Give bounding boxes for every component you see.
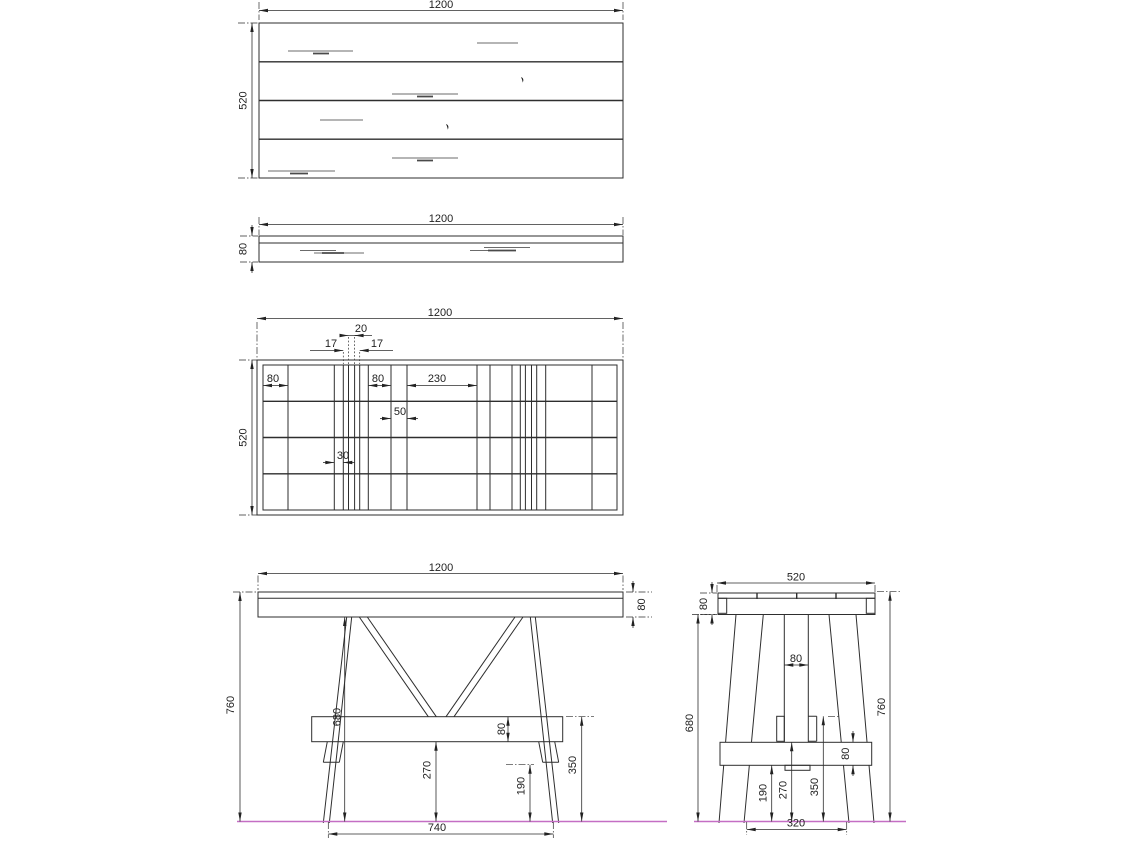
dim-spacer: 50 [393,406,407,418]
dim-underside-depth: 520 [237,428,250,447]
brace-end [808,716,816,741]
long-rail-end [777,716,785,741]
dim-side-underside-height: 680 [684,713,696,733]
dim-underside-width: 1200 [427,307,453,319]
dim-front-side-rail-bottom: 190 [515,776,528,796]
dim-edge-width: 1200 [428,213,454,225]
dim-front-top-thickness: 80 [636,598,648,611]
dim-end-cleat: 80 [266,373,280,385]
dim-side-feet-span: 320 [786,817,806,830]
dim-center-batten: 30 [336,450,350,462]
dim-leg-thickness-b: 17 [370,338,384,350]
long-rail-front [312,717,563,742]
underside-plan-view [238,307,624,515]
dim-post-width: 80 [789,653,803,665]
side-elevation-view [684,572,906,836]
tabletop-front [258,592,623,617]
dim-leg-gap: 20 [354,323,368,335]
dim-front-feet-span: 740 [427,822,447,834]
dim-side-rail-top: 350 [809,777,821,797]
edge-outline [259,236,623,262]
front-elevation-view [225,562,667,838]
dim-side-depth: 520 [786,571,806,584]
dim-side-rail-bottom: 270 [777,780,790,800]
wood-knot [446,124,448,130]
side-legs [719,615,874,824]
dim-front-rail-bottom: 270 [421,760,434,780]
dim-front-overall-height: 760 [225,695,237,715]
wood-grain-dark [290,54,433,174]
dim-front-underside-height: 680 [331,707,344,727]
dim-edge-thickness: 80 [237,242,250,256]
v-braces [359,617,523,717]
dim-front-width: 1200 [428,562,454,574]
dim-top-depth: 520 [237,91,250,110]
center-post [784,615,808,743]
dim-side-rail-depth: 80 [840,747,852,760]
edge-profile-view [238,213,624,273]
dim-side-overall-height: 760 [876,697,888,717]
dim-leg-thickness-a: 17 [324,338,338,350]
dim-front-rail-top: 350 [567,755,579,775]
dim-side-side-rail-bottom: 190 [757,783,770,803]
dim-batten-spacing: 230 [427,373,447,385]
post-tenon [785,765,810,770]
dim-front-rail-depth: 80 [496,722,508,736]
plank-joints [259,62,623,139]
plank-joints [263,401,617,474]
dim-top-width: 1200 [428,0,454,11]
dim-side-top-thickness: 80 [698,597,710,611]
front-leg-stubs [323,742,558,763]
dim-batten: 80 [371,373,385,385]
top-plan-view [238,0,624,178]
wood-knot [521,77,523,83]
